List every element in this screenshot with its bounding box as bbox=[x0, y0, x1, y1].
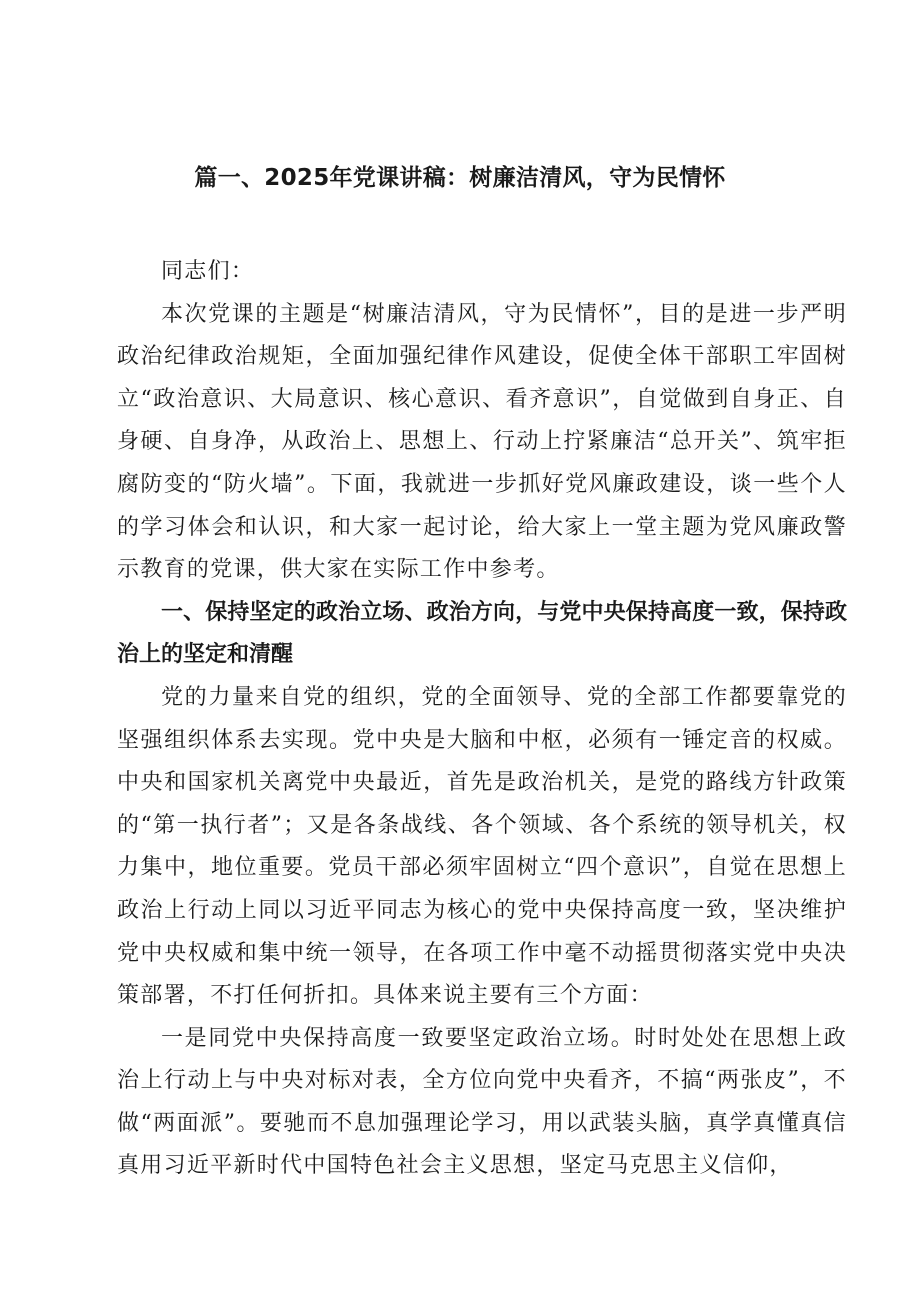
body-paragraph: 一是同党中央保持高度一致要坚定政治立场。时时处处在思想上政治上行动上与中央对标对表，全方位向党中央看齐，不搞“两张皮”，不做“两面派”。要驰而不息加强理论学习，用以武装头脑，真学真懂真信真用习近平新时代中国特色社会主义思想，坚定马克思主义信仰， bbox=[117, 1025, 847, 1179]
document-title: 篇一、2025年党课讲稿：树廉洁清风，守为民情怀 bbox=[194, 165, 726, 191]
salutation: 同志们： bbox=[161, 259, 255, 284]
body-paragraph: 党的力量来自党的组织，党的全面领导、党的全部工作都要靠党的坚强组织体系去实现。党中央是大脑和中枢，必须有一锤定音的权威。中央和国家机关离党中央最近，首先是政治机关，是党的路线方针政策的“第一执行者”；又是各条战线、各个领域、各个系统的领导机关，权力集中，地位重要。党员干部必须牢固树立“四个意识”，自觉在思想上政治上行动上同以习近平同志为核心的党中央保持高度一致，坚决维护党中央权威和集中统一领导，在各项工作中毫不动摇贯彻落实党中央决策部署，不打任何折扣。具体来说主要有三个方面： bbox=[117, 684, 847, 1009]
intro-paragraph: 本次党课的主题是“树廉洁清风，守为民情怀”，目的是进一步严明政治纪律政治规矩，全面加强纪律作风建设，促使全体干部职工牢固树立“政治意识、大局意识、核心意识、看齐意识”，自觉做到自身正、自身硬、自身净，从政治上、思想上、行动上拧紧廉洁“总开关”、筑牢拒腐防变的“防火墙”。下面，我就进一步抓好党风廉政建设，谈一些个人的学习体会和认识，和大家一起讨论，给大家上一堂主题为党风廉政警示教育的党课，供大家在实际工作中参考。 bbox=[117, 301, 847, 583]
section-heading: 一、保持坚定的政治立场、政治方向，与党中央保持高度一致，保持政治上的坚定和清醒 bbox=[117, 599, 847, 668]
document-body bbox=[117, 251, 847, 1188]
